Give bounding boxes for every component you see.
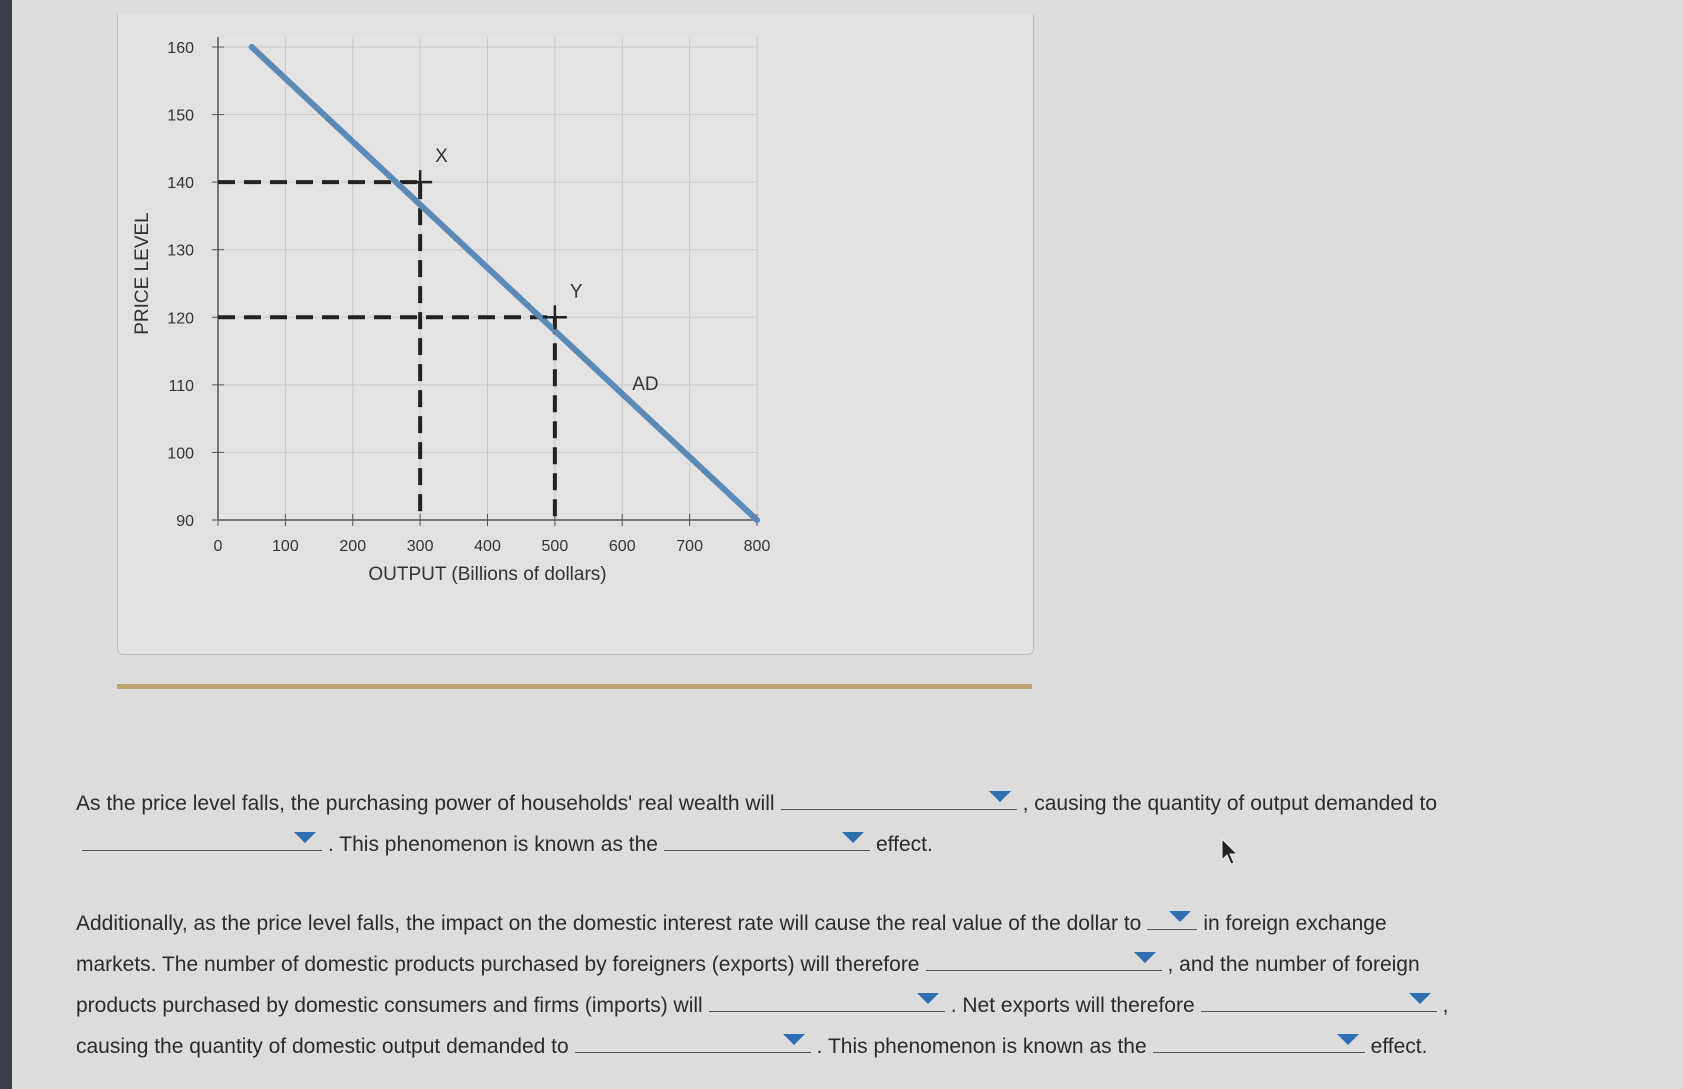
q1-text-1: As the price level falls, the purchasing power of households' real wealth will: [76, 792, 775, 815]
y-tick-label: 160: [167, 40, 194, 57]
ad-curve-label: AD: [632, 373, 659, 395]
question-paragraph-1: [76, 783, 1576, 865]
chevron-down-icon: [842, 832, 864, 843]
chevron-down-icon: [989, 791, 1011, 802]
q2-text-9: . This phenomenon is known as the: [816, 1035, 1147, 1058]
section-divider: [117, 684, 1032, 689]
window-edge: [0, 0, 12, 1089]
q2-text-2: in foreign exchange: [1203, 912, 1387, 935]
net-exports-dropdown[interactable]: [1201, 987, 1437, 1012]
q1-text-3: . This phenomenon is known as the: [328, 833, 658, 856]
chevron-down-icon: [783, 1034, 805, 1045]
x-axis-label: OUTPUT (Billions of dollars): [368, 564, 607, 585]
point-label-y: Y: [569, 281, 583, 303]
x-tick-label: 500: [541, 538, 569, 555]
y-axis-label: PRICE LEVEL: [132, 212, 153, 335]
y-tick-label: 150: [167, 107, 194, 125]
imports-dropdown[interactable]: [709, 987, 945, 1012]
effect-name-dropdown-2[interactable]: [1153, 1028, 1365, 1053]
dollar-value-dropdown[interactable]: [1147, 905, 1197, 930]
x-tick-label: 600: [608, 538, 636, 555]
point-label-x: X: [435, 146, 448, 168]
exports-dropdown[interactable]: [926, 946, 1162, 971]
y-tick-label: 120: [167, 310, 194, 328]
y-tick-label: 130: [167, 242, 194, 260]
y-tick-label: 110: [168, 377, 194, 395]
x-tick-label: 300: [406, 538, 434, 555]
q2-text-4: , and the number of foreign: [1167, 953, 1420, 976]
x-tick-label: 100: [272, 538, 299, 555]
q2-text-8: causing the quantity of domestic output demanded to: [76, 1035, 569, 1058]
domestic-output-dropdown[interactable]: [575, 1028, 811, 1053]
chevron-down-icon: [1337, 1034, 1359, 1045]
q1-text-4: effect.: [875, 833, 933, 856]
quantity-demanded-dropdown[interactable]: [82, 826, 322, 851]
y-tick-label: 140: [167, 175, 194, 193]
q1-text-2: , causing the quantity of output demanded to: [1022, 792, 1438, 815]
y-tick-label: 90: [176, 513, 194, 530]
chevron-down-icon: [917, 993, 939, 1004]
q2-text-10: effect.: [1370, 1035, 1428, 1058]
ad-chart: [117, 14, 1032, 654]
x-tick-label: 200: [339, 538, 367, 555]
mouse-pointer-icon: [1220, 838, 1240, 866]
x-tick-label: 800: [743, 538, 771, 555]
real-wealth-dropdown[interactable]: [781, 785, 1017, 810]
q2-text-1: Additionally, as the price level falls, the impact on the domestic interest rate will cause the real value of the dollar to: [76, 912, 1142, 935]
chevron-down-icon: [1409, 993, 1431, 1004]
chevron-down-icon: [1134, 952, 1156, 963]
effect-name-dropdown[interactable]: [664, 826, 870, 851]
q2-text-3: markets. The number of domestic products purchased by foreigners (exports) will therefore: [76, 953, 920, 976]
question-paragraph-2: [76, 903, 1576, 1067]
chevron-down-icon: [294, 832, 316, 843]
x-tick-label: 0: [213, 538, 223, 555]
y-tick-label: 100: [167, 445, 194, 463]
q2-text-7: ,: [1442, 994, 1449, 1017]
chevron-down-icon: [1169, 911, 1191, 922]
q2-text-6: . Net exports will therefore: [950, 994, 1195, 1017]
q2-text-5: products purchased by domestic consumers and firms (imports) will: [76, 994, 703, 1017]
x-tick-label: 400: [474, 538, 501, 555]
x-tick-label: 700: [676, 538, 703, 555]
